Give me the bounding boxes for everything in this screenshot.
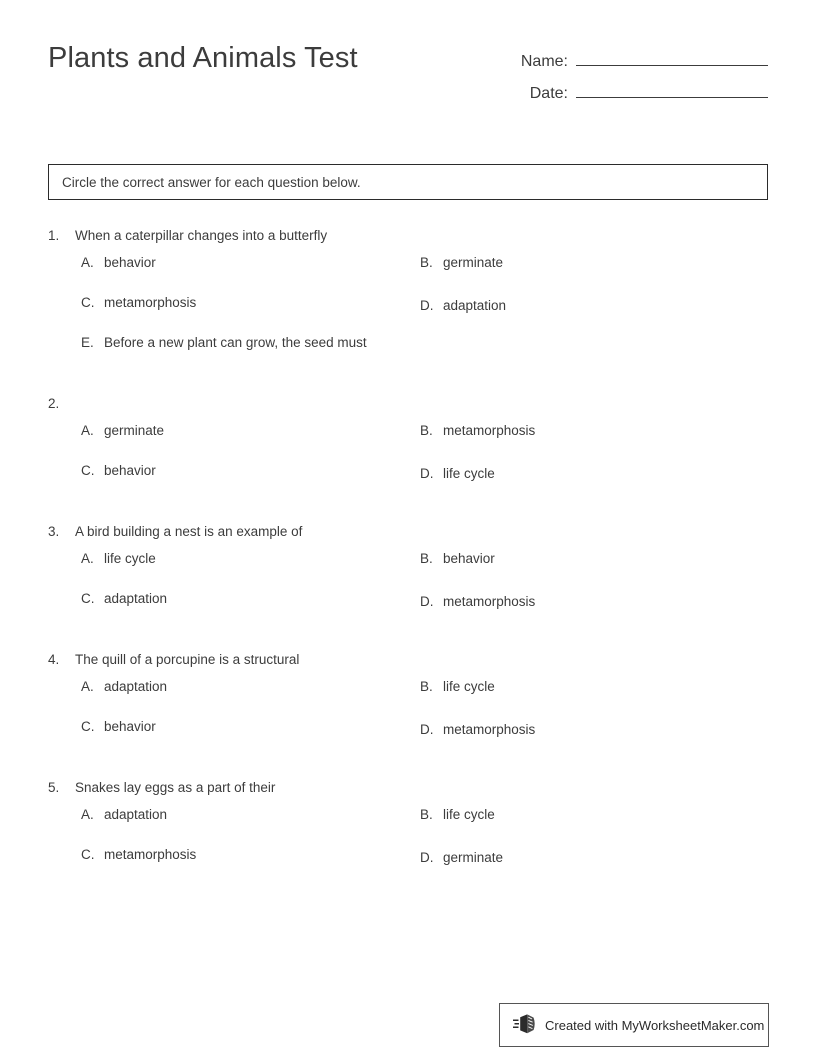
option-label: germinate <box>443 850 504 865</box>
date-input-line[interactable] <box>576 80 768 98</box>
answer-option[interactable] <box>81 847 196 862</box>
option-label: metamorphosis <box>443 423 536 438</box>
name-input-line[interactable] <box>576 48 768 66</box>
option-letter: E. <box>81 335 94 350</box>
question-text: A bird building a nest is an example of <box>75 524 303 539</box>
badge-label: Created with MyWorksheetMaker.com <box>545 1017 765 1033</box>
option-letter: A. <box>81 679 94 694</box>
option-label: life cycle <box>443 807 495 822</box>
option-letter: B. <box>420 423 433 438</box>
option-letter: C. <box>81 719 95 734</box>
name-row <box>498 48 768 80</box>
answer-option[interactable] <box>420 679 495 694</box>
option-letter: B. <box>420 255 433 270</box>
option-label: metamorphosis <box>443 722 536 737</box>
option-row <box>48 807 768 847</box>
answer-option[interactable] <box>420 594 535 609</box>
answer-option[interactable] <box>81 719 156 734</box>
option-grid <box>48 255 768 375</box>
answer-option[interactable] <box>81 295 196 310</box>
answer-option[interactable] <box>420 551 495 566</box>
option-label: adaptation <box>104 591 168 606</box>
question-number: 1. <box>48 228 60 243</box>
option-letter: D. <box>420 850 434 865</box>
option-grid <box>48 551 768 631</box>
option-row <box>48 295 768 335</box>
question-stem <box>48 652 768 670</box>
option-row <box>48 719 768 759</box>
option-letter: A. <box>81 551 94 566</box>
option-letter: B. <box>420 807 433 822</box>
option-letter: B. <box>420 551 433 566</box>
option-row <box>48 335 768 375</box>
option-row <box>48 255 768 295</box>
option-grid <box>48 679 768 759</box>
option-row <box>48 423 768 463</box>
option-label: behavior <box>104 719 156 734</box>
question-item <box>48 228 768 375</box>
answer-option[interactable] <box>420 807 495 822</box>
created-with-badge[interactable] <box>499 1003 769 1047</box>
option-label: behavior <box>443 551 495 566</box>
option-grid <box>48 807 768 887</box>
option-letter: B. <box>420 679 433 694</box>
question-number: 4. <box>48 652 60 667</box>
option-label: behavior <box>104 463 156 478</box>
answer-option[interactable] <box>420 255 503 270</box>
answer-option[interactable] <box>420 466 495 481</box>
date-label: Date: <box>529 85 568 102</box>
answer-option[interactable] <box>81 463 156 478</box>
option-label: metamorphosis <box>104 295 197 310</box>
question-text: The quill of a porcupine is a structural <box>75 652 300 667</box>
option-letter: C. <box>81 591 95 606</box>
option-label: germinate <box>104 423 165 438</box>
answer-option[interactable] <box>420 722 535 737</box>
option-row <box>48 847 768 887</box>
question-item <box>48 780 768 887</box>
question-number: 3. <box>48 524 60 539</box>
answer-option[interactable] <box>81 807 167 822</box>
option-label: adaptation <box>104 807 168 822</box>
worksheet-maker-logo-icon <box>512 1012 538 1038</box>
question-stem <box>48 228 768 246</box>
option-letter: D. <box>420 466 434 481</box>
answer-option[interactable] <box>81 335 367 350</box>
page-title: Plants and Animals Test <box>48 42 358 74</box>
option-letter: C. <box>81 463 95 478</box>
option-row <box>48 463 768 503</box>
question-text: Snakes lay eggs as a part of their <box>75 780 276 795</box>
date-row <box>498 80 768 112</box>
answer-option[interactable] <box>81 423 164 438</box>
option-label: germinate <box>443 255 504 270</box>
option-letter: D. <box>420 722 434 737</box>
option-letter: D. <box>420 594 434 609</box>
option-row <box>48 591 768 631</box>
worksheet-header <box>48 42 768 132</box>
option-label: adaptation <box>443 298 507 313</box>
option-letter: A. <box>81 255 94 270</box>
instruction-box <box>48 164 768 200</box>
answer-option[interactable] <box>420 423 535 438</box>
answer-option[interactable] <box>81 679 167 694</box>
question-text: When a caterpillar changes into a butterfly <box>75 228 328 243</box>
option-label: metamorphosis <box>104 847 197 862</box>
option-label: life cycle <box>104 551 156 566</box>
option-letter: C. <box>81 847 95 862</box>
option-letter: A. <box>81 807 94 822</box>
question-item <box>48 396 768 503</box>
answer-option[interactable] <box>81 551 156 566</box>
question-item <box>48 652 768 759</box>
option-grid <box>48 423 768 503</box>
question-stem <box>48 524 768 542</box>
option-letter: D. <box>420 298 434 313</box>
option-label: adaptation <box>104 679 168 694</box>
option-label: Before a new plant can grow, the seed must <box>104 335 367 350</box>
question-stem <box>48 780 768 798</box>
question-list <box>48 228 768 887</box>
option-row <box>48 679 768 719</box>
question-item <box>48 524 768 631</box>
option-letter: C. <box>81 295 95 310</box>
instruction-text: Circle the correct answer for each question below. <box>62 174 361 190</box>
option-label: behavior <box>104 255 156 270</box>
option-label: life cycle <box>443 466 495 481</box>
option-label: metamorphosis <box>443 594 536 609</box>
name-label: Name: <box>520 53 568 70</box>
question-number: 5. <box>48 780 60 795</box>
question-stem <box>48 396 768 414</box>
answer-option[interactable] <box>81 255 156 270</box>
option-letter: A. <box>81 423 94 438</box>
answer-option[interactable] <box>420 298 506 313</box>
name-date-block <box>498 48 768 112</box>
answer-option[interactable] <box>420 850 503 865</box>
answer-option[interactable] <box>81 591 167 606</box>
option-row <box>48 551 768 591</box>
question-number: 2. <box>48 396 60 411</box>
option-label: life cycle <box>443 679 495 694</box>
